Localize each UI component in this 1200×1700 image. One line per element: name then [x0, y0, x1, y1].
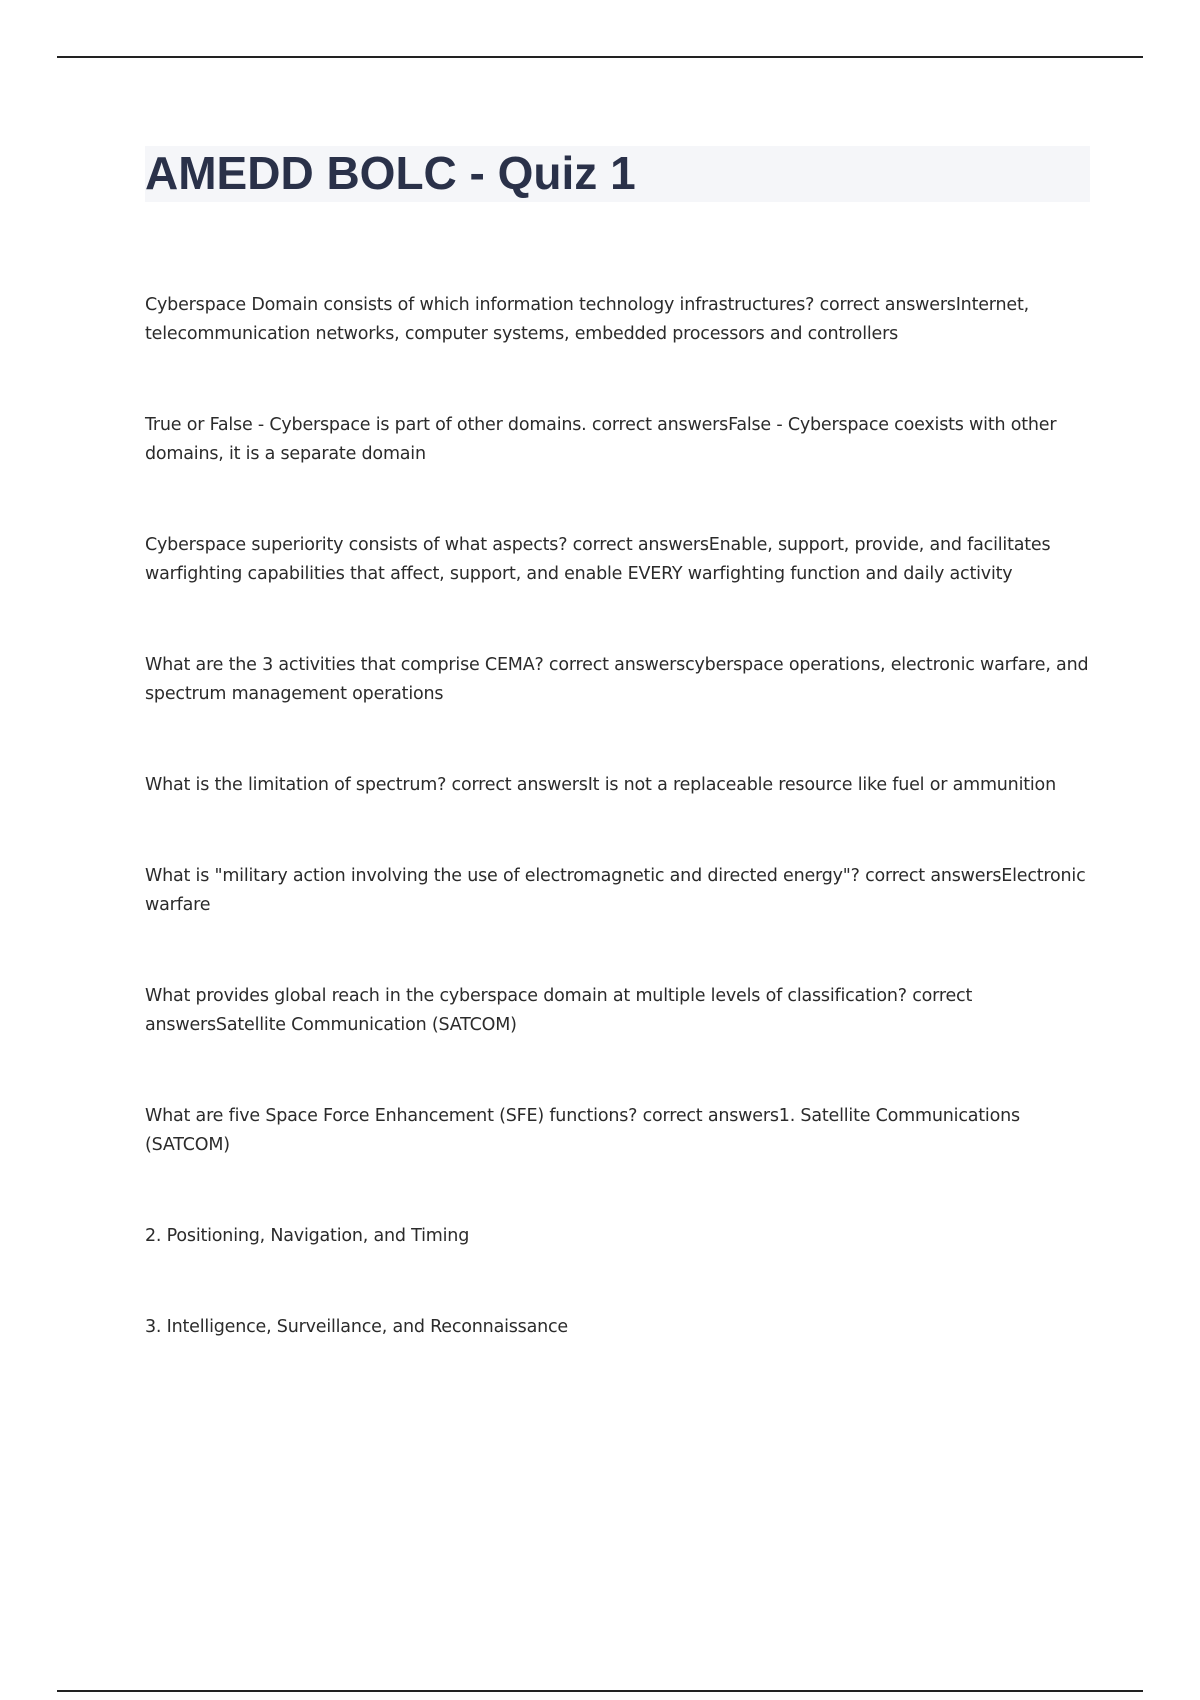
qa-entry-6: What is "military action involving the use of electromagnetic and directed energy"? correct answersElectronic warfare: [145, 866, 1086, 915]
qa-entry-3: Cyberspace superiority consists of what aspects? correct answersEnable, support, provide, and facilitates warfighting capabilities that affect, support, and enable EVERY warfighting function and daily activity: [145, 535, 1051, 584]
qa-entry-8: What are five Space Force Enhancement (SFE) functions? correct answers1. Satellite Communications (SATCOM): [145, 1106, 1020, 1155]
qa-entry-9: 2. Positioning, Navigation, and Timing: [145, 1226, 470, 1246]
qa-entry-1: Cyberspace Domain consists of which information technology infrastructures? correct answersInternet, telecommunication networks, computer systems, embedded processors and controllers: [145, 295, 1029, 344]
qa-entry-7: What provides global reach in the cyberspace domain at multiple levels of classification? correct answersSatellite Communication (SATCOM): [145, 986, 973, 1035]
qa-entry-5: What is the limitation of spectrum? correct answersIt is not a replaceable resource like fuel or ammunition: [145, 775, 1056, 795]
top-rule: [57, 56, 1143, 58]
document-title: AMEDD BOLC - Quiz 1: [145, 147, 636, 199]
qa-list: [145, 291, 1100, 1404]
qa-entry-4: What are the 3 activities that comprise CEMA? correct answerscyberspace operations, electronic warfare, and spectrum management operations: [145, 655, 1089, 704]
bottom-rule: [57, 1690, 1143, 1692]
qa-entry-2: True or False - Cyberspace is part of other domains. correct answersFalse - Cyberspace coexists with other domains, it is a separate domain: [145, 415, 1057, 464]
qa-entry-10: 3. Intelligence, Surveillance, and Reconnaissance: [145, 1317, 569, 1337]
